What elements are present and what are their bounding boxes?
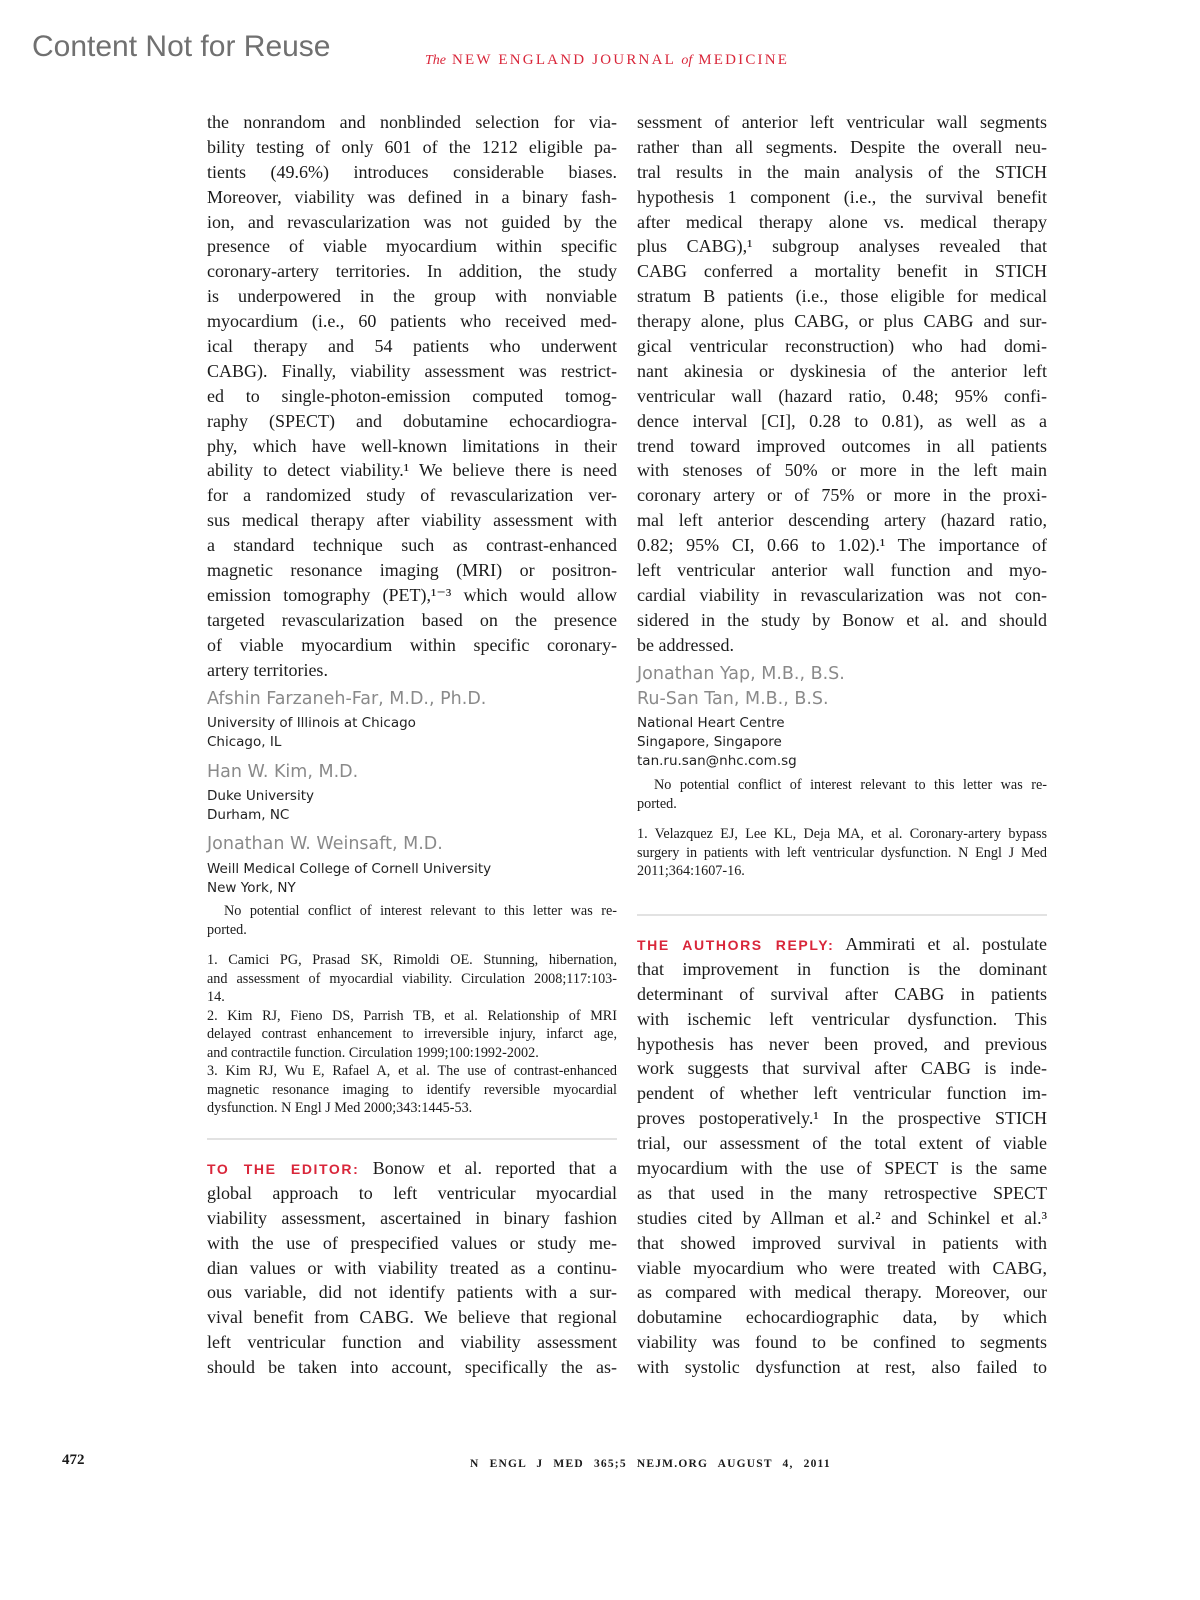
- text-line: [637, 932, 1047, 957]
- footer-date: AUGUST 4, 2011: [717, 1458, 831, 1470]
- affiliation-line: National Heart Centre: [637, 715, 785, 731]
- text-line: myocardium with the use of SPECT is the same: [637, 1158, 1047, 1179]
- text-line: bility testing of only 601 of the 1212 eligible pa-: [207, 136, 617, 157]
- text-line: gical ventricular reconstruction) who had domi-: [637, 336, 1047, 357]
- affiliation-line: Duke University: [207, 788, 314, 804]
- page-number: 472: [62, 1452, 85, 1468]
- text-line: that showed improved survival in patients with: [637, 1232, 1047, 1253]
- text-line: for a randomized study of revascularization ver-: [207, 485, 617, 506]
- right-paragraph-1: [637, 110, 1047, 658]
- text-line: emission tomography (PET),¹⁻³ which would allow: [207, 584, 617, 605]
- text-line: ported.: [207, 921, 247, 938]
- text-line: [207, 1156, 617, 1181]
- author-affiliation: [207, 714, 416, 752]
- text-line: dobutamine echocardiographic data, by which: [637, 1307, 1047, 1328]
- text-line: mal left anterior descending artery (hazard ratio,: [637, 510, 1047, 531]
- text-line: that improvement in function is the dominant: [637, 958, 1047, 979]
- text-line: the nonrandom and nonblinded selection for via-: [207, 112, 617, 132]
- text-line: as that used in the many retrospective SPECT: [637, 1182, 1047, 1203]
- footer-site: NEJM.ORG: [636, 1458, 709, 1470]
- author-affiliation: [207, 787, 314, 825]
- affiliation-line: Chicago, IL: [207, 734, 282, 750]
- text-line: magnetic resonance imaging to identify reversible myocardial: [207, 1081, 617, 1098]
- affiliation-line: tan.ru.san@nhc.com.sg: [637, 753, 797, 769]
- text-line: trial, our assessment of the total extent of viable: [637, 1133, 1047, 1154]
- text-line: with the use of prespecified values or study me-: [207, 1232, 617, 1253]
- text-line: 1. Velazquez EJ, Lee KL, Deja MA, et al. Coronary-artery bypass: [637, 826, 1047, 842]
- text-line: dence interval [CI], 0.28 to 0.81), as well as a: [637, 410, 1047, 431]
- text-line: targeted revascularization based on the presence: [207, 609, 617, 630]
- text-line: therapy alone, plus CABG, or plus CABG and sur-: [637, 311, 1047, 332]
- author-name: Jonathan Yap, M.B., B.S.: [637, 664, 845, 684]
- text-line: with ischemic left ventricular dysfunction. This: [637, 1008, 1047, 1029]
- section-divider: [637, 914, 1047, 916]
- references: [207, 951, 617, 1118]
- text-line: coronary-artery territories. In addition, the study: [207, 261, 617, 282]
- text-line: surgery in patients with left ventricular dysfunction. N Engl J Med: [637, 844, 1047, 861]
- text-line: sessment of anterior left ventricular wall segments: [637, 112, 1047, 132]
- text-line: should be taken into account, specifically the as-: [207, 1357, 617, 1378]
- text-line: dysfunction. N Engl J Med 2000;343:1445-53.: [207, 1100, 473, 1116]
- text-line: sus medical therapy after viability assessment with: [207, 510, 617, 531]
- text-line: myocardium (i.e., 60 patients who received med-: [207, 311, 617, 332]
- text-line: ed to single-photon-emission computed tomog-: [207, 385, 617, 406]
- text-line: CABG conferred a mortality benefit in STICH: [637, 261, 1047, 282]
- text-line: trend toward improved outcomes in all patients: [637, 435, 1047, 456]
- text-line: ventricular wall (hazard ratio, 0.48; 95% confi-: [637, 385, 1047, 406]
- text-line: is underpowered in the group with nonviable: [207, 286, 617, 307]
- text-line: with systolic dysfunction at rest, also failed to: [637, 1357, 1047, 1378]
- watermark: Content Not for Reuse: [32, 30, 331, 63]
- author-name: Jonathan W. Weinsaft, M.D.: [207, 834, 443, 854]
- text-line: vival benefit from CABG. We believe that regional: [207, 1307, 617, 1328]
- text-line: CABG). Finally, viability assessment was restrict-: [207, 360, 617, 381]
- text-line: of viable myocardium within specific coronary-: [207, 634, 617, 655]
- affiliation-line: Singapore, Singapore: [637, 734, 782, 750]
- line-text: Bonow et al. reported that a: [359, 1158, 617, 1178]
- text-line: determinant of survival after CABG in patients: [637, 983, 1047, 1004]
- text-line: left ventricular function and viability assessment: [207, 1332, 617, 1353]
- text-line: sidered in the study by Bonow et al. and should: [637, 609, 1047, 630]
- letter-to-editor: [207, 1156, 617, 1380]
- text-line: stratum B patients (i.e., those eligible for medical: [637, 286, 1047, 307]
- line-text: Ammirati et al. postulate: [834, 934, 1047, 954]
- affiliation-line: New York, NY: [207, 880, 296, 896]
- authors-reply: [637, 932, 1047, 1380]
- masthead-medicine: MEDICINE: [698, 52, 790, 68]
- author-name: Afshin Farzaneh-Far, M.D., Ph.D.: [207, 689, 487, 709]
- text-line: ported.: [637, 795, 677, 812]
- text-line: cardial viability in revascularization was not con-: [637, 584, 1047, 605]
- text-line: studies cited by Allman et al.² and Schinkel et al.³: [637, 1207, 1047, 1228]
- text-line: and assessment of myocardial viability. Circulation 2008;117:103-: [207, 970, 617, 987]
- text-line: ical therapy and 54 patients who underwent: [207, 336, 617, 357]
- masthead-title: NEW ENGLAND JOURNAL: [451, 52, 676, 68]
- text-line: dian values or with viability treated as a continu-: [207, 1257, 617, 1278]
- conflict-disclosure: [637, 776, 1047, 813]
- text-line: left ventricular anterior wall function and myo-: [637, 560, 1047, 581]
- journal-masthead: [425, 52, 789, 69]
- masthead-the: The: [425, 53, 446, 68]
- text-line: after medical therapy alone vs. medical therapy: [637, 211, 1047, 232]
- text-line: 2. Kim RJ, Fieno DS, Parrish TB, et al. Relationship of MRI: [207, 1007, 617, 1024]
- text-line: be addressed.: [637, 634, 734, 655]
- text-line: 2011;364:1607-16.: [637, 863, 745, 879]
- text-line: tral results in the main analysis of the STICH: [637, 161, 1047, 182]
- text-line: artery territories.: [207, 659, 328, 680]
- masthead-of: of: [681, 53, 693, 68]
- text-line: as compared with medical therapy. Moreover, our: [637, 1282, 1047, 1303]
- text-line: viable myocardium who were treated with CABG,: [637, 1257, 1047, 1278]
- text-line: viability assessment, ascertained in binary fashion: [207, 1207, 617, 1228]
- text-line: ion, and revascularization was not guided by the: [207, 211, 617, 232]
- text-line: hypothesis 1 component (i.e., the survival benefit: [637, 186, 1047, 207]
- text-line: Moreover, viability was defined in a binary fash-: [207, 186, 617, 207]
- text-line: 3. Kim RJ, Wu E, Rafael A, et al. The use of contrast-enhanced: [207, 1063, 617, 1079]
- text-line: coronary artery or of 75% or more in the proxi-: [637, 485, 1047, 506]
- author-name: Ru-San Tan, M.B., B.S.: [637, 689, 829, 709]
- text-line: ability to detect viability.¹ We believe there is need: [207, 460, 617, 481]
- affiliation-line: Weill Medical College of Cornell University: [207, 861, 492, 877]
- author-name: Han W. Kim, M.D.: [207, 762, 359, 782]
- text-line: raphy (SPECT) and dobutamine echocardiogra-: [207, 410, 617, 431]
- text-line: No potential conflict of interest relevant to this letter was re-: [224, 903, 617, 919]
- footer-journal: N ENGL J MED 365;5: [470, 1458, 627, 1470]
- affiliation-line: University of Illinois at Chicago: [207, 715, 416, 731]
- text-line: proves postoperatively.¹ In the prospective STICH: [637, 1108, 1047, 1129]
- author-affiliation: [207, 860, 491, 898]
- footer-citation: [470, 1458, 831, 1470]
- text-line: a standard technique such as contrast-enhanced: [207, 535, 617, 556]
- references: [637, 825, 1047, 881]
- section-divider: [207, 1138, 617, 1140]
- text-line: plus CABG),¹ subgroup analyses revealed that: [637, 236, 1047, 257]
- text-line: ous variable, did not identify patients with a sur-: [207, 1282, 617, 1303]
- text-line: delayed contrast enhancement to irreversible injury, infarct age,: [207, 1026, 617, 1042]
- text-line: 1. Camici PG, Prasad SK, Rimoldi OE. Stunning, hibernation,: [207, 952, 617, 968]
- text-line: viability was found to be confined to segments: [637, 1332, 1047, 1353]
- section-label: THE AUTHORS REPLY:: [637, 937, 835, 953]
- text-line: tients (49.6%) introduces considerable biases.: [207, 161, 617, 182]
- section-label: TO THE EDITOR:: [207, 1161, 360, 1177]
- text-line: and contractile function. Circulation 1999;100:1992-2002.: [207, 1044, 539, 1061]
- text-line: magnetic resonance imaging (MRI) or positron-: [207, 560, 617, 581]
- text-line: hypothesis has never been proved, and previous: [637, 1033, 1047, 1054]
- text-line: rather than all segments. Despite the overall neu-: [637, 136, 1047, 157]
- text-line: with stenoses of 50% or more in the left main: [637, 460, 1047, 481]
- left-paragraph-1: [207, 110, 617, 682]
- author-affiliation: [637, 714, 797, 771]
- affiliation-line: Durham, NC: [207, 807, 290, 823]
- text-line: global approach to left ventricular myocardial: [207, 1182, 617, 1203]
- text-line: presence of viable myocardium within specific: [207, 236, 617, 257]
- text-line: pendent of whether left ventricular function im-: [637, 1083, 1047, 1104]
- text-line: 14.: [207, 989, 225, 1005]
- conflict-disclosure: [207, 902, 617, 939]
- text-line: 0.82; 95% CI, 0.66 to 1.02).¹ The importance of: [637, 535, 1047, 556]
- text-line: nant akinesia or dyskinesia of the anterior left: [637, 360, 1047, 381]
- text-line: No potential conflict of interest relevant to this letter was re-: [654, 777, 1047, 793]
- text-line: work suggests that survival after CABG is inde-: [637, 1058, 1047, 1079]
- text-line: phy, which have well-known limitations in their: [207, 435, 617, 456]
